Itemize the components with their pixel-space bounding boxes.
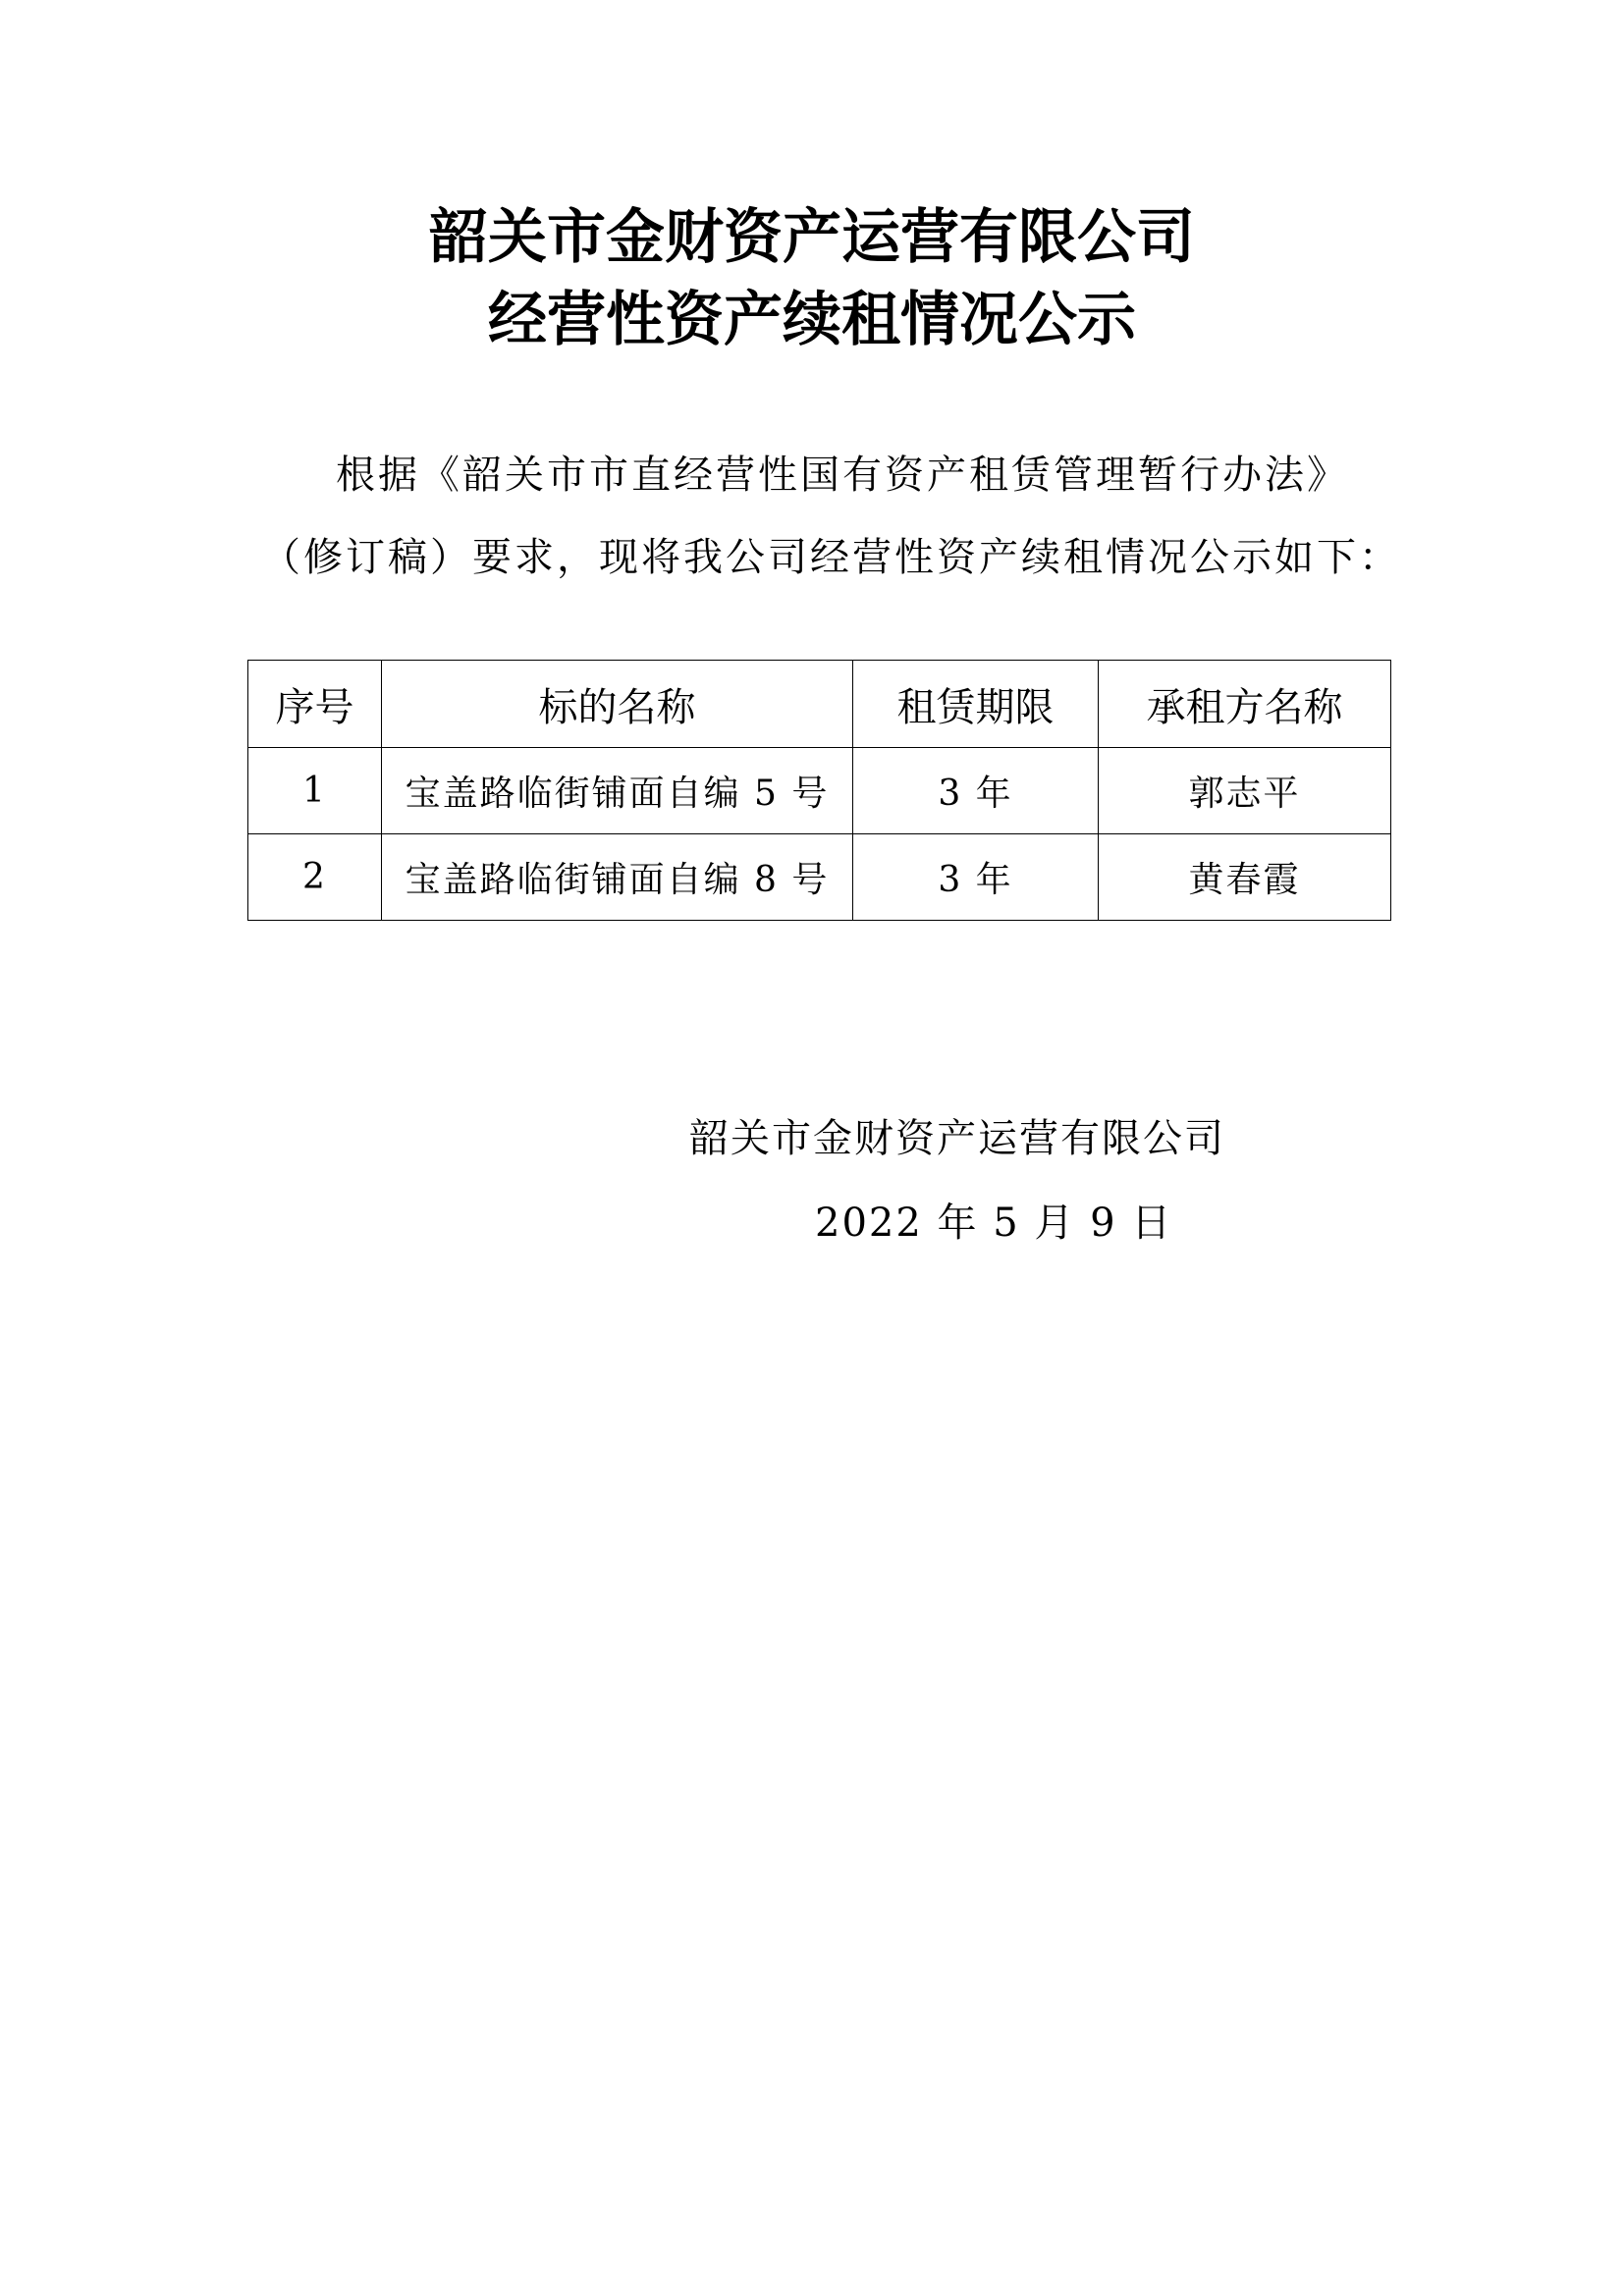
document-title-line2: 经营性资产续租情况公示 (488, 286, 1136, 354)
header-lease-term: 租赁期限 (853, 661, 1099, 748)
cell-asset-name: 宝盖路临街铺面自编 5 号 (382, 748, 853, 834)
header-asset-name: 标的名称 (382, 661, 853, 748)
cell-lease-term: 3 年 (853, 748, 1099, 834)
table-header-row (248, 661, 1391, 748)
cell-lessee-name: 郭志平 (1099, 748, 1391, 834)
body-paragraph-line1: 根据《韶关市市直经营性国有资产租赁管理暂行办法》 (336, 453, 1349, 498)
lease-table (247, 660, 1391, 921)
body-paragraph-line2: （修订稿）要求，现将我公司经营性资产续租情况公示如下： (261, 535, 1401, 580)
cell-index: 2 (248, 834, 382, 921)
cell-index: 1 (248, 748, 382, 834)
document-title-line1: 韶关市金财资产运营有限公司 (429, 203, 1195, 272)
cell-lease-term: 3 年 (853, 834, 1099, 921)
signature-date: 2022 年 5 月 9 日 (815, 1201, 1173, 1246)
cell-asset-name: 宝盖路临街铺面自编 8 号 (382, 834, 853, 921)
header-index: 序号 (248, 661, 382, 748)
cell-lessee-name: 黄春霞 (1099, 834, 1391, 921)
signature-company: 韶关市金财资产运营有限公司 (689, 1116, 1225, 1161)
table-row (248, 748, 1391, 834)
table-row (248, 834, 1391, 921)
header-lessee-name: 承租方名称 (1099, 661, 1391, 748)
